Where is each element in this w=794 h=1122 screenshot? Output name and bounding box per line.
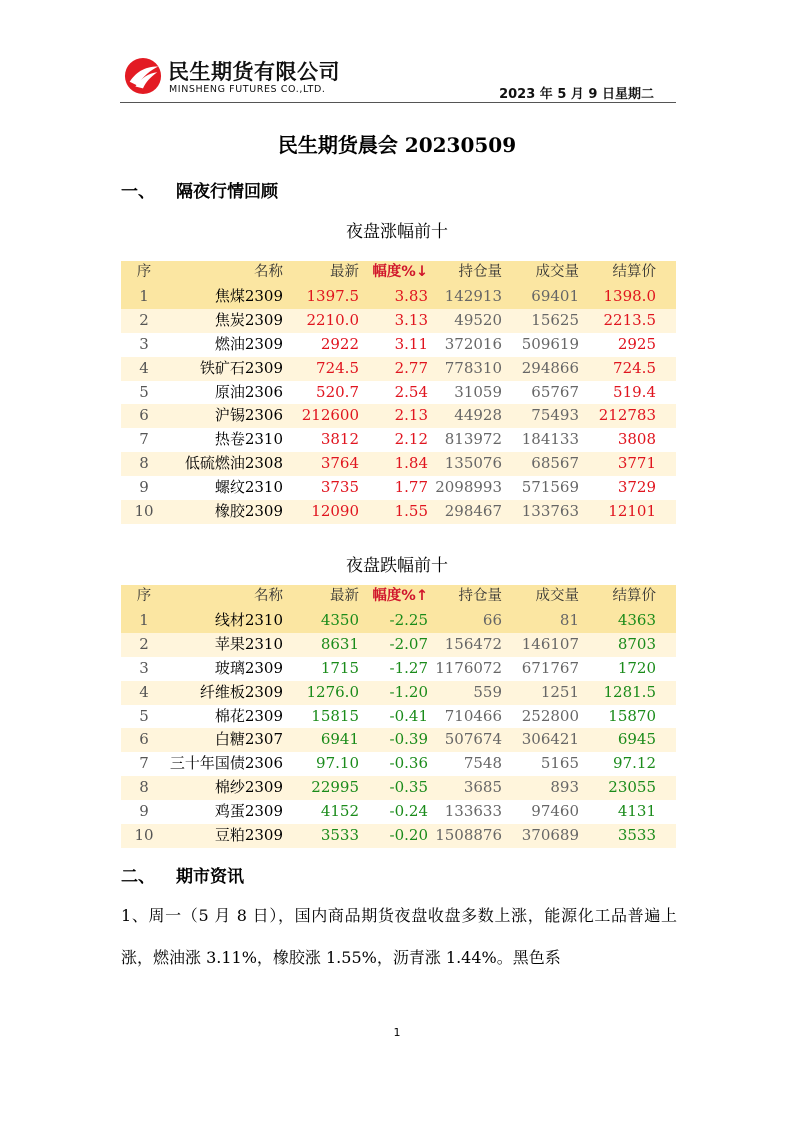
row-open-interest: 1508876: [435, 826, 502, 845]
table-row: [121, 500, 676, 524]
row-volume: 5165: [540, 754, 579, 773]
row-settle: 724.5: [613, 358, 656, 377]
row-open-interest: 3685: [463, 778, 502, 797]
table-row: [121, 681, 676, 705]
row-open-interest: 813972: [444, 430, 502, 449]
row-last: 4350: [320, 611, 359, 629]
section-heading-review: [121, 177, 278, 202]
row-open-interest: 49520: [454, 310, 502, 329]
row-name: 豆粕2309: [214, 826, 283, 845]
row-name: 燃油2309: [214, 334, 283, 353]
row-name: 三十年国债2306: [169, 754, 283, 773]
row-change: 1.84: [394, 454, 428, 473]
row-last: 8631: [320, 634, 359, 653]
row-change: 3.83: [394, 287, 428, 305]
sort-asc-icon: ↑: [415, 588, 428, 604]
table-row: [121, 633, 676, 657]
row-settle: 3729: [617, 478, 656, 497]
gainers-table-title: 夜盘涨幅前十: [346, 222, 448, 242]
row-last: 3735: [320, 478, 359, 497]
row-name: 铁矿石2309: [199, 358, 283, 377]
section-title: 期市资讯: [176, 867, 244, 887]
row-last: 1715: [320, 658, 359, 677]
row-settle: 2925: [617, 334, 656, 353]
row-open-interest: 298467: [444, 502, 502, 521]
row-change: -0.41: [389, 706, 428, 725]
losers-table-title: 夜盘跌幅前十: [346, 556, 448, 576]
row-volume: 69401: [531, 287, 579, 305]
row-name: 玻璃2309: [214, 658, 283, 677]
row-open-interest: 142913: [444, 287, 502, 305]
table-row: [121, 705, 676, 729]
row-volume: 306421: [521, 730, 579, 749]
table-row: [121, 609, 676, 633]
row-open-interest: 2098993: [435, 478, 502, 497]
company-name-en: MINSHENG FUTURES CO.,LTD.: [169, 84, 326, 95]
table-row: [121, 452, 676, 476]
row-settle: 97.12: [613, 754, 656, 773]
row-seq: 5: [139, 706, 149, 725]
table-row: [121, 309, 676, 333]
table-row: [121, 428, 676, 452]
row-seq: 5: [139, 382, 149, 401]
row-volume: 65767: [531, 382, 579, 401]
table-row: [121, 657, 676, 681]
row-seq: 7: [139, 754, 149, 773]
row-volume: 571569: [521, 478, 579, 497]
row-change: 2.13: [394, 406, 428, 425]
row-last: 520.7: [316, 382, 359, 401]
row-seq: 9: [139, 802, 149, 821]
page-header: [120, 52, 676, 103]
header-seq: 序: [136, 264, 152, 280]
row-last: 724.5: [316, 358, 359, 377]
document-title: 民生期货晨会 20230509: [277, 133, 517, 157]
row-name: 苹果2310: [214, 634, 283, 653]
row-change: 1.55: [394, 502, 428, 521]
header-last: 最新: [330, 588, 359, 604]
row-seq: 1: [139, 287, 149, 305]
row-settle: 1281.5: [603, 682, 656, 701]
row-change: -2.25: [389, 611, 428, 629]
row-volume: 146107: [521, 634, 579, 653]
row-seq: 8: [139, 778, 149, 797]
row-open-interest: 133633: [444, 802, 502, 821]
row-seq: 2: [139, 310, 149, 329]
row-volume: 294866: [521, 358, 579, 377]
row-volume: 68567: [531, 454, 579, 473]
row-settle: 1398.0: [603, 287, 656, 305]
row-seq: 4: [139, 682, 149, 701]
company-name-cn: 民生期货有限公司: [168, 60, 340, 84]
header-volume: 成交量: [535, 588, 579, 604]
row-change: -2.07: [389, 634, 428, 653]
row-change: -0.20: [389, 826, 428, 845]
row-last: 2922: [320, 334, 359, 353]
row-name: 沪锡2306: [214, 406, 283, 425]
page-number: 1: [393, 1026, 401, 1039]
row-name: 纤维板2309: [199, 682, 283, 701]
table-row: [121, 800, 676, 824]
row-last: 2210.0: [306, 310, 359, 329]
row-settle: 8703: [617, 634, 656, 653]
table-row: [121, 333, 676, 357]
row-open-interest: 66: [482, 611, 502, 629]
row-open-interest: 372016: [444, 334, 502, 353]
row-name: 橡胶2309: [214, 502, 283, 521]
row-name: 棉纱2309: [214, 778, 283, 797]
row-name: 焦煤2309: [214, 287, 283, 305]
row-name: 热卷2310: [214, 430, 283, 449]
row-name: 螺纹2310: [214, 478, 283, 497]
row-name: 线材2310: [214, 611, 283, 629]
row-change: 2.12: [394, 430, 428, 449]
row-settle: 23055: [608, 778, 656, 797]
losers-table: [121, 585, 676, 848]
row-volume: 370689: [521, 826, 579, 845]
row-open-interest: 31059: [454, 382, 502, 401]
row-open-interest: 778310: [444, 358, 502, 377]
header-last: 最新: [330, 264, 359, 280]
table-header-row: [121, 585, 676, 609]
row-change: -0.35: [389, 778, 428, 797]
row-change: -0.24: [389, 802, 428, 821]
row-open-interest: 156472: [444, 634, 502, 653]
sort-desc-icon: ↓: [415, 264, 428, 280]
row-seq: 4: [139, 358, 149, 377]
row-last: 97.10: [316, 754, 359, 773]
table-header-row: [121, 261, 676, 285]
row-change: 2.54: [394, 382, 428, 401]
header-settle: 结算价: [612, 588, 656, 604]
row-volume: 75493: [531, 406, 579, 425]
header-change[interactable]: 幅度%↓: [372, 264, 428, 280]
minsheng-logo-icon: [124, 57, 162, 95]
table-row: [121, 285, 676, 309]
row-name: 原油2306: [214, 382, 283, 401]
row-open-interest: 559: [473, 682, 502, 701]
row-last: 6941: [320, 730, 359, 749]
row-last: 3812: [320, 430, 359, 449]
row-open-interest: 1176072: [435, 658, 502, 677]
header-settle: 结算价: [612, 264, 656, 280]
row-volume: 133763: [521, 502, 579, 521]
row-settle: 4363: [617, 611, 656, 629]
row-open-interest: 135076: [444, 454, 502, 473]
header-date: 2023 年 5 月 9 日星期二: [499, 87, 654, 102]
row-seq: 6: [139, 730, 149, 749]
header-name: 名称: [254, 264, 283, 280]
gainers-table: [121, 261, 676, 524]
row-volume: 893: [550, 778, 579, 797]
row-last: 12090: [311, 502, 359, 521]
row-change: -1.27: [389, 658, 428, 677]
row-volume: 81: [559, 611, 579, 629]
row-name: 棉花2309: [214, 706, 283, 725]
row-open-interest: 710466: [444, 706, 502, 725]
row-change: 3.13: [394, 310, 428, 329]
row-change: -1.20: [389, 682, 428, 701]
row-change: -0.36: [389, 754, 428, 773]
row-change: 1.77: [394, 478, 428, 497]
row-change: -0.39: [389, 730, 428, 749]
row-seq: 2: [139, 634, 149, 653]
row-settle: 3533: [617, 826, 656, 845]
header-volume: 成交量: [535, 264, 579, 280]
table-row: [121, 752, 676, 776]
row-settle: 1720: [617, 658, 656, 677]
row-seq: 10: [134, 502, 154, 521]
row-settle: 2213.5: [603, 310, 656, 329]
row-seq: 6: [139, 406, 149, 425]
row-last: 3533: [320, 826, 359, 845]
row-settle: 4131: [617, 802, 656, 821]
row-last: 3764: [320, 454, 359, 473]
row-name: 鸡蛋2309: [214, 802, 283, 821]
row-volume: 97460: [531, 802, 579, 821]
header-name: 名称: [254, 588, 283, 604]
row-open-interest: 7548: [463, 754, 502, 773]
row-volume: 252800: [521, 706, 579, 725]
row-settle: 6945: [617, 730, 656, 749]
row-open-interest: 507674: [444, 730, 502, 749]
row-volume: 15625: [531, 310, 579, 329]
row-last: 1397.5: [306, 287, 359, 305]
table-row: [121, 381, 676, 405]
row-open-interest: 44928: [454, 406, 502, 425]
row-settle: 12101: [608, 502, 656, 521]
row-last: 212600: [301, 406, 359, 425]
header-open-interest: 持仓量: [458, 264, 502, 280]
row-seq: 8: [139, 454, 149, 473]
header-change[interactable]: 幅度%↑: [372, 588, 428, 604]
row-name: 焦炭2309: [214, 310, 283, 329]
company-logo: [124, 54, 364, 98]
table-row: [121, 476, 676, 500]
row-volume: 184133: [521, 430, 579, 449]
header-seq: 序: [136, 588, 152, 604]
table-row: [121, 728, 676, 752]
table-row: [121, 404, 676, 428]
section-heading-news: [121, 862, 244, 887]
table-row: [121, 776, 676, 800]
row-seq: 3: [139, 658, 149, 677]
row-name: 白糖2307: [214, 730, 283, 749]
row-seq: 1: [139, 611, 149, 629]
row-settle: 3771: [617, 454, 656, 473]
row-last: 15815: [311, 706, 359, 725]
row-settle: 519.4: [613, 382, 656, 401]
section-number: 一、: [121, 182, 155, 202]
row-seq: 10: [134, 826, 154, 845]
row-last: 22995: [311, 778, 359, 797]
row-volume: 1251: [540, 682, 579, 701]
row-settle: 15870: [608, 706, 656, 725]
row-name: 低硫燃油2308: [184, 454, 283, 473]
row-seq: 7: [139, 430, 149, 449]
row-volume: 509619: [521, 334, 579, 353]
row-seq: 9: [139, 478, 149, 497]
row-change: 2.77: [394, 358, 428, 377]
row-settle: 3808: [617, 430, 656, 449]
row-last: 1276.0: [306, 682, 359, 701]
header-open-interest: 持仓量: [458, 588, 502, 604]
row-volume: 671767: [521, 658, 579, 677]
row-seq: 3: [139, 334, 149, 353]
row-change: 3.11: [394, 334, 428, 353]
row-last: 4152: [320, 802, 359, 821]
table-row: [121, 824, 676, 848]
section-number: 二、: [121, 867, 155, 887]
news-paragraph: 1、周一（5 月 8 日），国内商品期货夜盘收盘多数上涨，能源化工品普遍上涨，燃油涨 3.11%，橡胶涨 1.55%，沥青涨 1.44%。黑色系: [121, 906, 677, 967]
row-settle: 212783: [598, 406, 656, 425]
table-row: [121, 357, 676, 381]
section-title: 隔夜行情回顾: [176, 182, 278, 202]
